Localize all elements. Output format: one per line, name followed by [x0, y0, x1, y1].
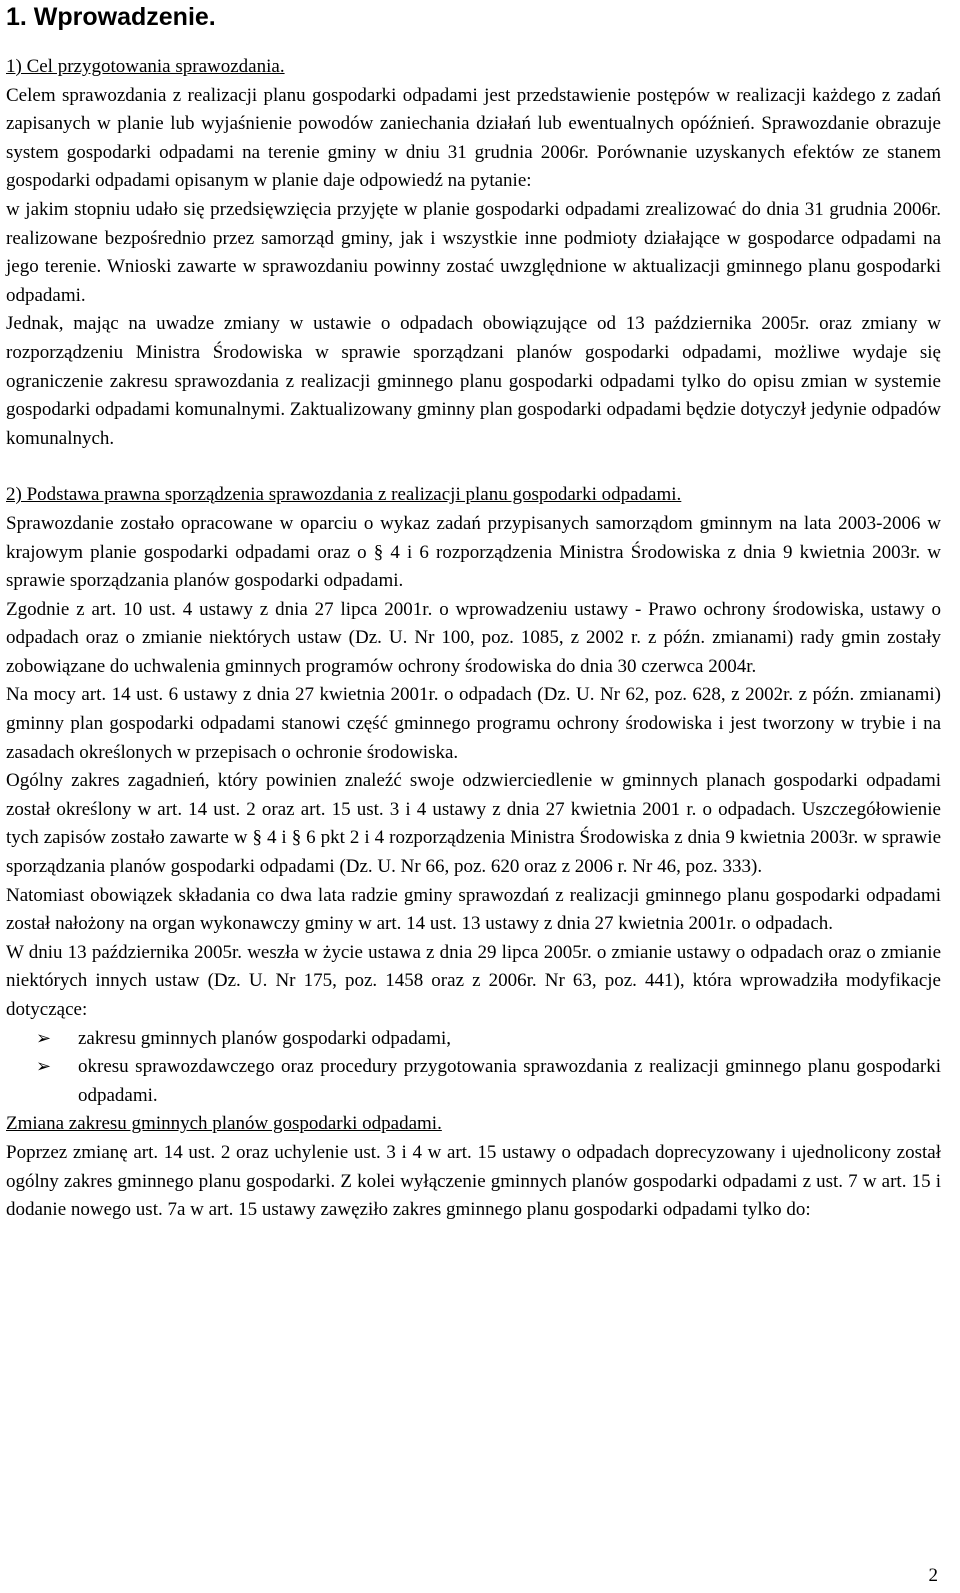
section-2-paragraph: Zgodnie z art. 10 ust. 4 ustawy z dnia 27 lipca 2001r. o wprowadzeniu ustawy - Prawo ochrony środowiska, ustawy o odpadach oraz o zmianie niektórych ustaw (Dz. U. Nr 100, poz. 1085, z 2002 r. z późn. zmianami) rady gmin zostały zobowiązane do uchwalenia gminnych programów ochrony środowiska do dnia 30 czerwca 2004r.	[6, 598, 941, 677]
document-body	[6, 53, 941, 1225]
list-item-text: zakresu gminnych planów gospodarki odpadami,	[78, 1027, 452, 1049]
section-1-title: 1) Cel przygotowania sprawozdania.	[6, 56, 285, 77]
list-item-text: okresu sprawozdawczego oraz procedury przygotowania sprawozdania z realizacji gminnego planu gospodarki odpadami.	[78, 1056, 941, 1106]
section-3-title: Zmiana zakresu gminnych planów gospodarki odpadami.	[6, 1113, 442, 1135]
document-page	[6, 0, 941, 1225]
page-number: 2	[928, 1565, 938, 1586]
section-1-paragraph: Jednak, mając na uwadze zmiany w ustawie o odpadach obowiązujące od 13 października 2005r. oraz zmiany w rozporządzeniu Ministra Środowiska w sprawie sporządzani planów gospodarki odpadami, możliwe wydaje się ograniczenie zakresu sprawozdania z realizacji gminnego planu gospodarki odpadami tylko do opisu zmian w systemie gospodarki odpadami komunalnymi. Zaktualizowany gminny plan gospodarki odpadami będzie dotyczył jedynie odpadów komunalnych.	[6, 313, 942, 449]
section-1-paragraph: Celem sprawozdania z realizacji planu gospodarki odpadami jest przedstawienie postępów w realizacji każdego z zadań zapisanych w planie lub wyjaśnienie powodów zaniechania działań lub ewentualnych opóźnień. Sprawozdanie obrazuje system gospodarki odpadami na terenie gminy w dniu 31 grudnia 2006r. Porównanie uzyskanych efektów ze stanem gospodarki odpadami opisanym w planie daje odpowiedź na pytanie:	[6, 84, 941, 192]
list-item	[6, 1053, 941, 1110]
section-2-paragraph: Ogólny zakres zagadnień, który powinien znaleźć swoje odzwierciedlenie w gminnych planach gospodarki odpadami został określony w art. 14 ust. 2 oraz art. 15 ust. 3 i 4 ustawy z dnia 27 kwietnia 2001 r. o odpadach. Uszczegółowienie tych zapisów zostało zawarte w § 4 i § 6 pkt 2 i 4 rozporządzenia Ministra Środowiska z dnia 9 kwietnia 2003r. w sprawie sporządzania planów gospodarki odpadami (Dz. U. Nr 66, poz. 620 oraz z 2006 r. Nr 46, poz. 333).	[6, 770, 941, 878]
arrowhead-bullet-icon: ➢	[36, 1027, 52, 1049]
section-1-paragraph: w jakim stopniu udało się przedsięwzięcia przyjęte w planie gospodarki odpadami zrealizować do dnia 31 grudnia 2006r. realizowane bezpośrednio przez samorząd gminy, jak i wszystkie inne podmioty działające w gospodarce odpadami na jego terenie. Wnioski zawarte w sprawozdaniu powinny zostać uwzględnione w aktualizacji gminnego planu gospodarki odpadami.	[6, 198, 941, 306]
modification-list	[6, 1025, 941, 1111]
arrowhead-bullet-icon: ➢	[36, 1056, 52, 1078]
section-3-paragraph: Poprzez zmianę art. 14 ust. 2 oraz uchylenie ust. 3 i 4 w art. 15 ustawy o odpadach doprecyzowany i ujednolicony został ogólny zakres gminnego planu gospodarki. Z kolei wyłączenie gminnych planów gospodarki odpadami z ust. 7 w art. 15 i dodanie nowego ust. 7a w art. 15 ustawy zawęziło zakres gminnego planu gospodarki odpadami tylko do:	[6, 1141, 941, 1221]
section-2-paragraph: Na mocy art. 14 ust. 6 ustawy z dnia 27 kwietnia 2001r. o odpadach (Dz. U. Nr 62, poz. 628, z 2002r. z późn. zmianami) gminny plan gospodarki odpadami stanowi część gminnego programu ochrony środowiska i jest tworzony w trybie i na zasadach określonych w przepisach o ochronie środowiska.	[6, 684, 941, 763]
list-item	[6, 1025, 941, 1054]
section-2-paragraph: Sprawozdanie zostało opracowane w oparciu o wykaz zadań przypisanych samorządom gminnym na lata 2003-2006 w krajowym planie gospodarki odpadami oraz o § 4 i 6 rozporządzenia Ministra Środowiska z dnia 9 kwietnia 2003r. w sprawie sporządzania planów gospodarki odpadami.	[6, 512, 941, 592]
section-2-title: 2) Podstawa prawna sporządzenia sprawozdania z realizacji planu gospodarki odpadami.	[6, 484, 682, 506]
section-2-paragraph: Natomiast obowiązek składania co dwa lata radzie gminy sprawozdań z realizacji gminnego planu gospodarki odpadami został nałożony na organ wykonawczy gminy w art. 14 ust. 13 ustawy z dnia 27 kwietnia 2001r. o odpadach.	[6, 884, 941, 935]
document-heading: 1. Wprowadzenie.	[6, 3, 216, 31]
section-2-paragraph: W dniu 13 października 2005r. weszła w życie ustawa z dnia 29 lipca 2005r. o zmianie ustawy o odpadach oraz o zmianie niektórych innych ustaw (Dz. U. Nr 175, poz. 1458 oraz z 2006r. Nr 63, poz. 441), która wprowadziła modyfikacje dotyczące:	[6, 941, 941, 1020]
